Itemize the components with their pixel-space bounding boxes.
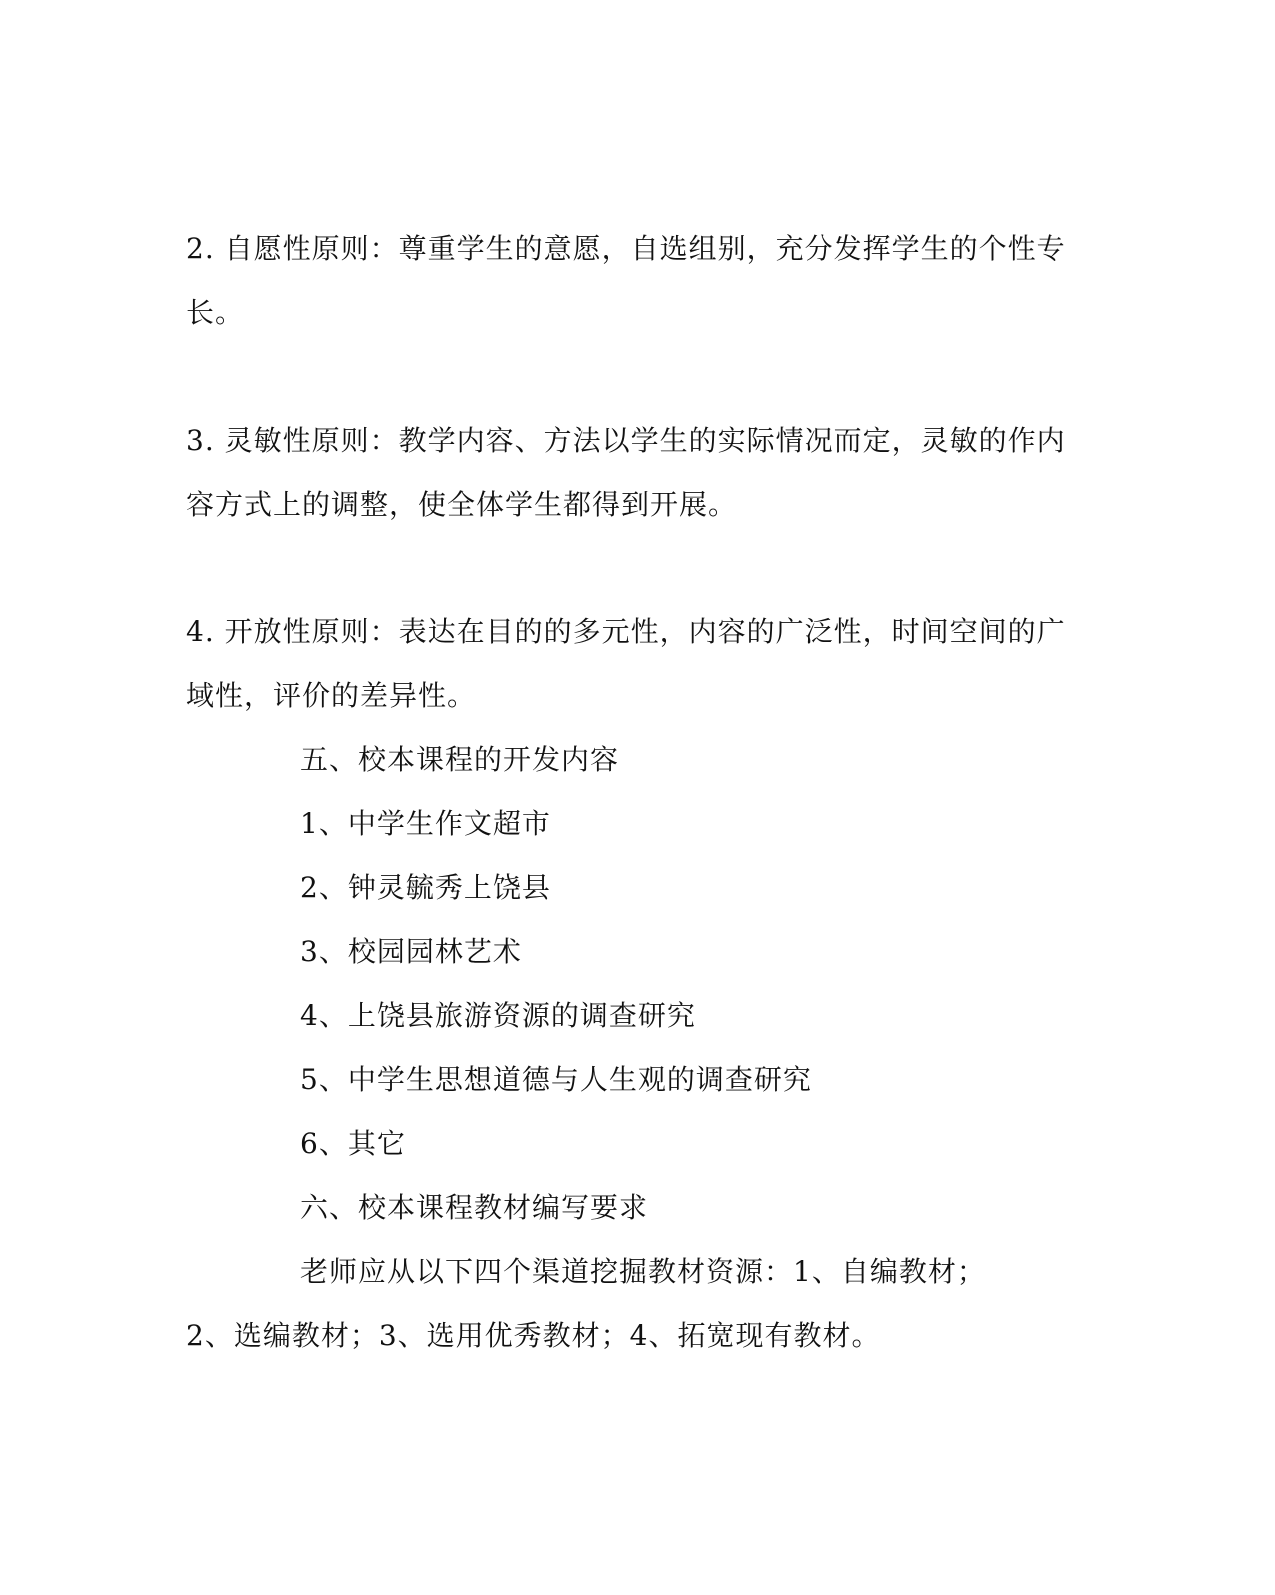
principle-4-line-1: 4. 开放性原则：表达在目的的多元性，内容的广泛性，时间空间的广 (186, 615, 1066, 648)
section-5-heading: 五、校本课程的开发内容 (300, 743, 620, 776)
list-item: 2、钟灵毓秀上饶县 (300, 871, 551, 904)
principle-2-line-1: 2. 自愿性原则：尊重学生的意愿，自选组别，充分发挥学生的个性专 (186, 232, 1066, 265)
principle-2-line-2: 长。 (186, 296, 245, 329)
principle-3-line-2: 容方式上的调整，使全体学生都得到开展。 (186, 488, 738, 521)
materials-line-1: 老师应从以下四个渠道挖掘教材资源：1、自编教材； (300, 1255, 986, 1288)
list-item: 3、校园园林艺术 (300, 935, 522, 968)
list-item: 1、中学生作文超市 (300, 807, 551, 840)
principle-4-line-2: 域性，评价的差异性。 (186, 679, 477, 712)
list-item: 6、其它 (300, 1127, 406, 1160)
section-6-heading: 六、校本课程教材编写要求 (300, 1191, 649, 1224)
list-item: 5、中学生思想道德与人生观的调查研究 (300, 1063, 812, 1096)
materials-line-2: 2、选编教材；3、选用优秀教材；4、拓宽现有教材。 (186, 1319, 881, 1352)
principle-3-line-1: 3. 灵敏性原则：教学内容、方法以学生的实际情况而定，灵敏的作内 (186, 424, 1066, 457)
list-item: 4、上饶县旅游资源的调查研究 (300, 999, 696, 1032)
